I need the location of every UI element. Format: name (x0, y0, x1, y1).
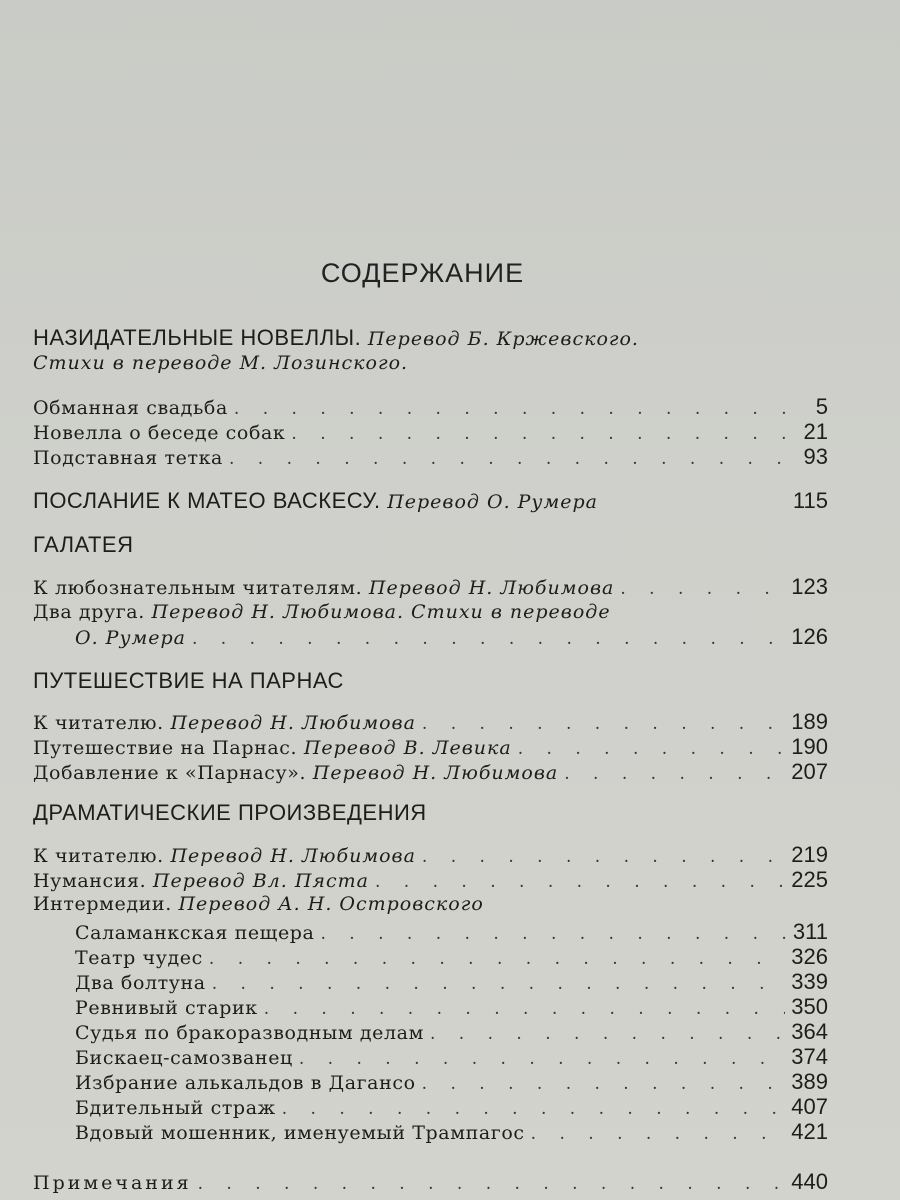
section-heading-parnassus: ПУТЕШЕСТВИЕ НА ПАРНАС (33, 668, 344, 693)
entry-title: Обманная свадьба (33, 397, 228, 419)
entry-page: 364 (791, 1019, 828, 1044)
leader-dots (209, 947, 785, 971)
leader-dots (430, 1022, 785, 1046)
toc-entry-continuation[interactable] (75, 625, 828, 651)
leader-dots (518, 737, 786, 761)
entry-page: 115 (792, 488, 828, 513)
entry-page: 311 (792, 919, 828, 944)
toc-subentry[interactable] (75, 970, 828, 996)
leader-dots (320, 922, 786, 946)
leader-dots (229, 447, 798, 471)
leader-dots (291, 422, 797, 446)
toc-subentry[interactable] (75, 995, 828, 1021)
leader-dots (192, 627, 785, 651)
leader-dots (198, 1172, 786, 1196)
entry-title: Нумансия. (33, 870, 147, 892)
entry-page: 189 (791, 709, 828, 734)
leader-dots (299, 1047, 785, 1071)
toc-entry[interactable] (33, 395, 828, 421)
leader-dots (531, 1122, 786, 1146)
entry-page: 407 (791, 1094, 828, 1119)
entry-translator: О. Румера (75, 627, 186, 649)
entry-page: 326 (791, 944, 828, 969)
entry-page: 389 (791, 1069, 828, 1094)
leader-dots (564, 762, 785, 786)
section-heading-galatea: ГАЛАТЕЯ (33, 532, 134, 557)
entry-title: К читателю. (33, 845, 164, 867)
section-translator: Перевод О. Румера (387, 491, 598, 513)
entry-translator: Перевод В. Левика (303, 737, 512, 759)
entry-translator: Перевод Вл. Пяста (152, 870, 369, 892)
entry-translator: Перевод Н. Любимова (170, 845, 416, 867)
toc-entry[interactable] (33, 868, 828, 894)
leader-dots (282, 1097, 786, 1121)
entry-page: 219 (791, 842, 828, 867)
leader-dots (620, 577, 785, 601)
entry-title: Бдительный страж (75, 1097, 276, 1119)
toc-entry-notes[interactable] (33, 1170, 828, 1196)
toc-entry-line[interactable] (33, 601, 611, 623)
entry-title: Театр чудес (75, 947, 203, 969)
entry-page: 190 (791, 734, 828, 759)
entry-title: Добавление к «Парнасу». (33, 762, 307, 784)
section-title: ПОСЛАНИЕ К МАТЕО ВАСКЕСУ. (33, 488, 381, 513)
entry-title: Новелла о беседе собак (33, 422, 286, 444)
toc-entry[interactable] (33, 735, 828, 761)
toc-entry[interactable] (33, 710, 828, 736)
entry-page: 126 (791, 624, 828, 649)
entry-title: Два болтуна (75, 972, 206, 994)
entry-title: К читателю. (33, 712, 164, 734)
entry-title: Два друга. (33, 601, 145, 623)
toc-entry-line[interactable] (33, 893, 484, 915)
toc-subentry[interactable] (75, 1020, 828, 1046)
section-subtitle: Стихи в переводе М. Лозинского. (33, 352, 409, 374)
entry-page: 123 (791, 574, 828, 599)
entry-page: 207 (791, 759, 828, 784)
toc-subentry[interactable] (75, 1045, 828, 1071)
entry-page: 440 (791, 1169, 828, 1194)
toc-entry[interactable] (33, 575, 828, 601)
entry-page: 421 (791, 1119, 828, 1144)
entry-page: 225 (791, 867, 828, 892)
section-heading-novels (33, 325, 639, 351)
entry-title: Подставная тетка (33, 447, 223, 469)
leader-dots (422, 845, 785, 869)
toc-entry[interactable] (33, 843, 828, 869)
entry-title: Вдовый мошенник, именуемый Трампагос (75, 1122, 525, 1144)
toc-subentry[interactable] (75, 1095, 828, 1121)
entry-translator: Перевод Н. Любимова. Стихи в переводе (151, 601, 611, 623)
leader-dots (212, 972, 786, 996)
toc-subentry[interactable] (75, 1120, 828, 1146)
toc-entry[interactable] (33, 445, 828, 471)
entry-translator: Перевод А. Н. Островского (178, 893, 484, 915)
entry-translator: Перевод Н. Любимова (170, 712, 416, 734)
entry-translator: Перевод Н. Любимова (312, 762, 559, 784)
entry-title: Ревнивый старик (75, 997, 258, 1019)
section-heading-drama: ДРАМАТИЧЕСКИЕ ПРОИЗВЕДЕНИЯ (33, 800, 427, 825)
leader-dots (234, 397, 810, 421)
toc-subentry[interactable] (75, 945, 828, 971)
section-title: НАЗИДАТЕЛЬНЫЕ НОВЕЛЛЫ. (33, 325, 362, 350)
entry-title: Саламанкская пещера (75, 922, 315, 944)
page-title: СОДЕРЖАНИЕ (320, 258, 525, 288)
leader-dots (375, 870, 785, 894)
entry-title: Избрание алькальдов в Дагансо (75, 1072, 416, 1094)
leader-dots (422, 712, 785, 736)
entry-page: 350 (791, 994, 828, 1019)
entry-title: Судья по бракоразводным делам (75, 1022, 424, 1044)
entry-page: 339 (791, 969, 828, 994)
entry-page: 5 (815, 394, 828, 419)
leader-dots (422, 1072, 786, 1096)
entry-title: К любознательным читателям. (33, 577, 363, 599)
entry-translator: Перевод Н. Любимова (368, 577, 615, 599)
entry-title: Интермедии. (33, 893, 172, 915)
toc-subentry[interactable] (75, 1070, 828, 1096)
toc-entry[interactable] (33, 760, 828, 786)
section-translator: Перевод Б. Кржевского. (367, 328, 639, 350)
entry-page: 21 (803, 419, 828, 444)
entry-page: 374 (791, 1044, 828, 1069)
entry-page: 93 (803, 444, 828, 469)
section-heading-epistle[interactable] (33, 488, 598, 514)
toc-entry[interactable] (33, 420, 828, 446)
entry-title: Путешествие на Парнас. (33, 737, 298, 759)
entry-title: Бискаец-самозванец (75, 1047, 293, 1069)
entry-title: Примечания (33, 1172, 192, 1194)
leader-dots (264, 997, 786, 1021)
toc-subentry[interactable] (75, 920, 828, 946)
